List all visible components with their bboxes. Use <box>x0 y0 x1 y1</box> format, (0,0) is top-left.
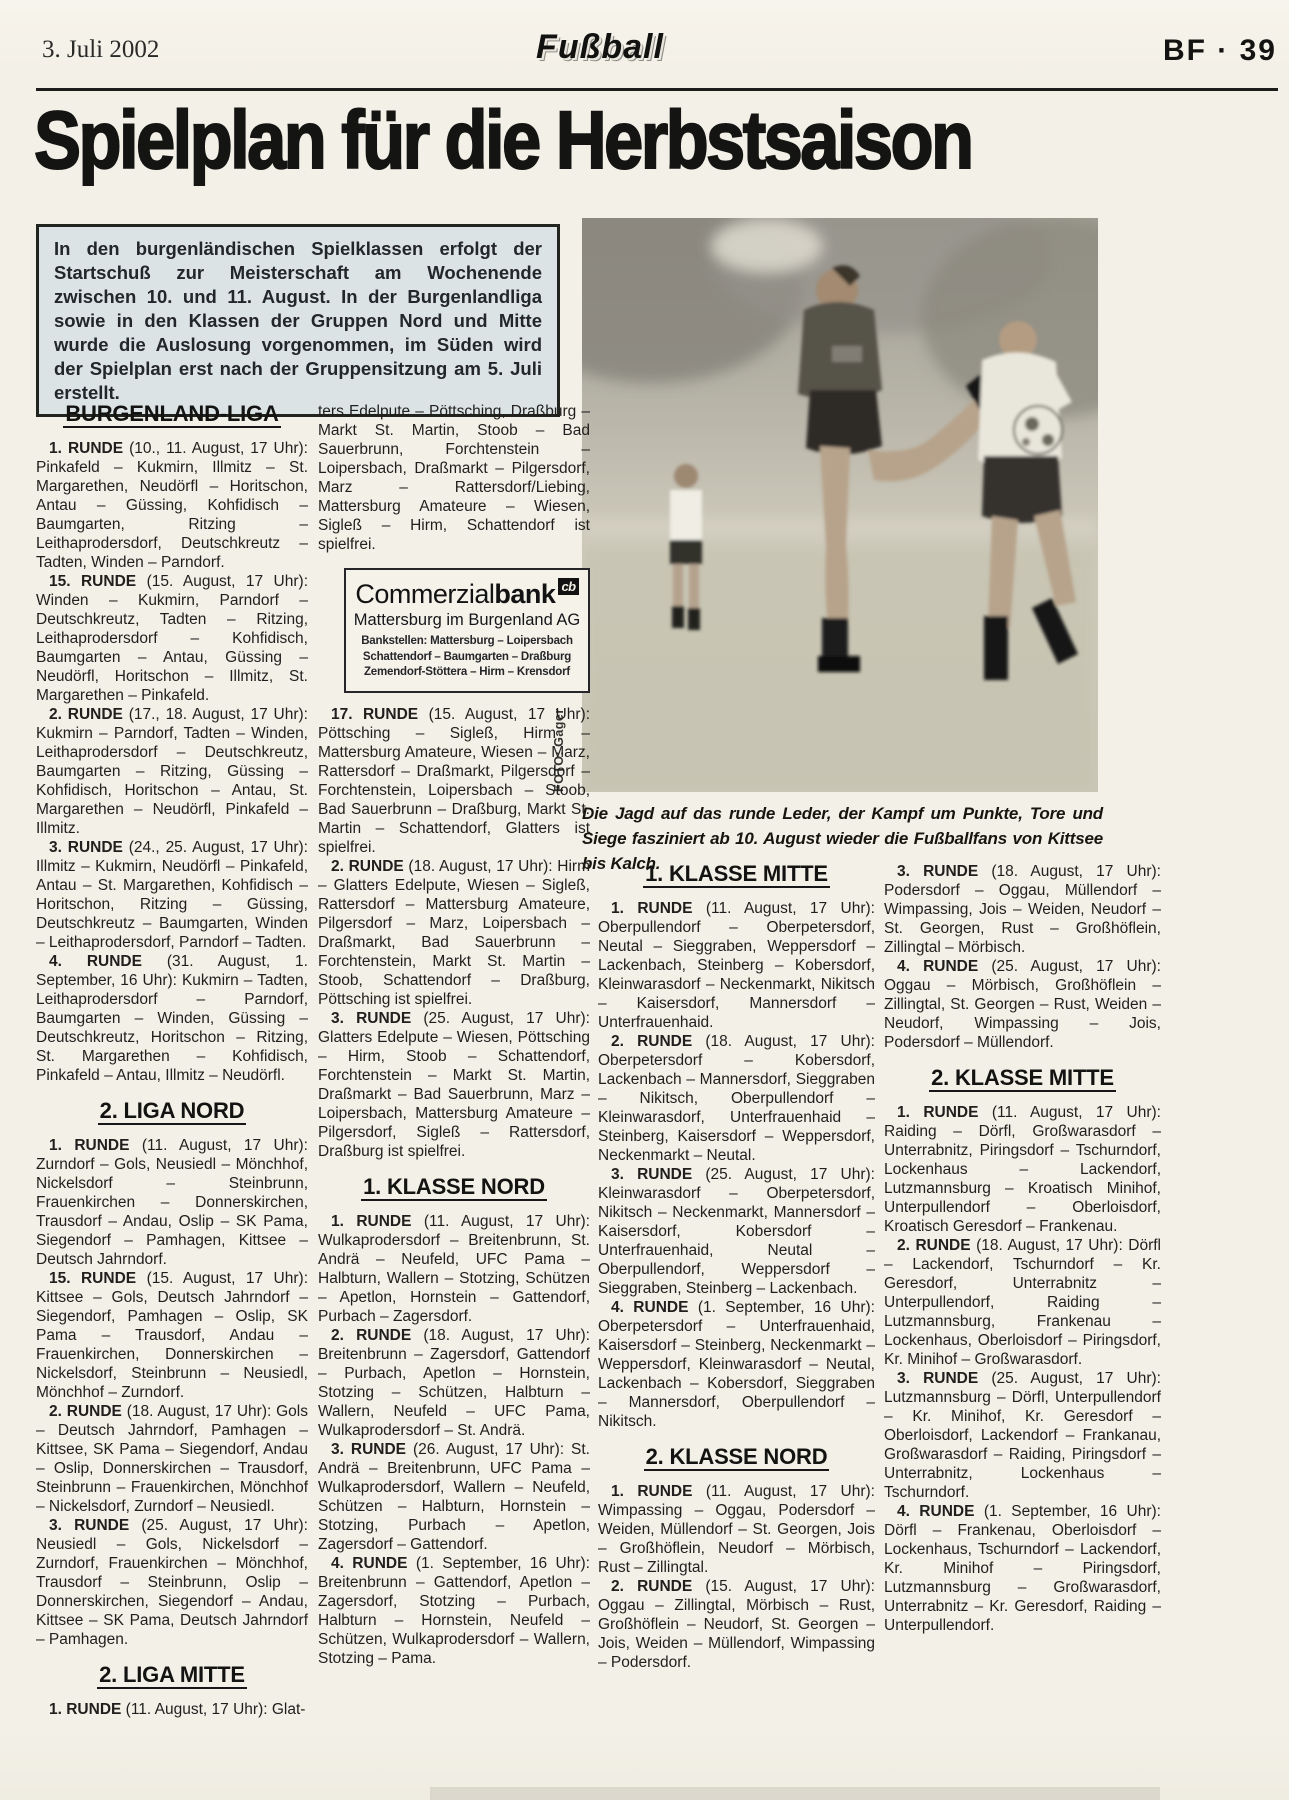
round-paragraph <box>884 1103 1161 1236</box>
round-text: (25. August, 17 Uhr): Glatters Edelpute – Wiesen, Pöttsching – Hirm, Stoob – Schattendorf, Forchtenstein – Markt St. Martin, Draßmarkt – Bad Sauerbrunn, Marz – Loipersbach, Mattersburg Amateure – Pilgersdorf, Sigleß – Rattersdorf, Draßburg ist spielfrei. <box>318 1009 590 1160</box>
round-text: (25. August, 17 Uhr): Kleinwarasdorf – Oberpetersdorf, Nikitsch – Neckenmarkt, Mannersdorf – Kaisersdorf, Kobersdorf – Unterfrauenhaid, Neutal – Oberpullendorf, Weppersdorf – Sieggraben, Steinberg – Lackenbach. <box>598 1166 875 1297</box>
commerzialbank-ad <box>344 568 590 693</box>
round-text: (31. August, 1. September, 16 Uhr): Kukmirn – Tadten, Leithaprodersdorf – Parndorf, Baumgarten – Winden, Güssing – Deutschkreutz, Horitschon – Ritzing, St. Margarethen – Kohfidisch, Pinkafeld – Antau, Illmitz – Neudörfl. <box>36 953 308 1084</box>
round-label: 4. RUNDE <box>897 1503 975 1520</box>
round-text: (24., 25. August, 17 Uhr): Illmitz – Kukmirn, Neudörfl – Pinkafeld, Antau – St. Margarethen, Kohfidisch – Horitschon, Ritzing – Güssing, Deutschkreutz – Baumgarten, Winden – Leithaprodersdorf, Parndorf – Tadten. <box>36 839 308 951</box>
section-heading <box>36 401 308 428</box>
round-label: 2. RUNDE <box>331 1326 412 1344</box>
round-paragraph <box>318 1212 590 1326</box>
section-heading-label: 2. KLASSE MITTE <box>931 1065 1114 1090</box>
round-text: (18. August, 17 Uhr): Podersdorf – Oggau, Müllendorf – Wimpassing, Jois – Weiden, Neudorf – St. Georgen, Rust – Großhöflein, Zillingtal – Mörbisch. <box>884 863 1161 956</box>
round-paragraph <box>884 1502 1161 1635</box>
round-label: 1. RUNDE <box>49 440 124 457</box>
round-paragraph <box>36 1136 308 1269</box>
intro-box: In den burgenländischen Spielklassen erfolgt der Startschuß zur Meisterschaft am Wochenende zwischen 10. und 11. August. In der Burgenlandliga sowie in den Klassen der Gruppen Nord und Mitte wurde die Auslosung vorgenommen, im Süden wird der Spielplan erst nach der Gruppensitzung am 5. Juli erstellt. <box>36 224 560 417</box>
round-label: 3. RUNDE <box>331 1440 407 1458</box>
round-paragraph <box>318 857 590 1009</box>
round-text: (18. August, 17 Uhr): Breitenbrunn – Zagersdorf, Gattendorf – Purbach, Apetlon – Hornstein, Stotzing – Schützen, Halbturn – Wallern, Neufeld – UFC Pama, Wulkaprodersdorf – St. Andrä. <box>318 1326 590 1439</box>
round-paragraph <box>36 572 308 705</box>
section-heading <box>36 1098 308 1125</box>
round-text: (11. August, 17 Uhr): Wulkaprodersdorf – Breitenbrunn, St. Andrä – Neufeld, UFC Pama – Halbturn, Wallern – Stotzing, Schützen – Apetlon, Hornstein – Gattendorf, Purbach – Zagersdorf. <box>318 1212 590 1325</box>
photo-caption: Die Jagd auf das runde Leder, der Kampf um Punkte, Tore und Siege fasziniert ab 10. August wieder die Fußballfans von Kittsee bis Kalch. <box>582 804 1103 873</box>
round-paragraph <box>598 1165 875 1298</box>
section-logo-fussball: Fußball <box>536 28 664 66</box>
round-text: ters Edelpute – Pöttsching, Draßburg – Markt St. Martin, Stoob – Bad Sauerbrunn, Forchtenstein – Loipersbach, Draßmarkt – Pilgersdorf, Marz – Rattersdorf/Liebing, Mattersburg Amateure – Wiesen, Sigleß – Hirm, Schattendorf ist spielfrei. <box>318 403 590 553</box>
round-text: (11. August, 17 Uhr): Wimpassing – Oggau, Podersdorf – Weiden, Müllendorf – St. Georgen, Jois – Großhöflein, Neudorf – Mörbisch, Rust – Zillingtal. <box>598 1483 875 1576</box>
round-label: 3. RUNDE <box>49 1517 130 1534</box>
section-heading-label: 2. KLASSE NORD <box>645 1444 828 1469</box>
round-paragraph <box>598 899 875 1032</box>
section-heading-label: 2. LIGA NORD <box>99 1098 245 1123</box>
section-heading-label: 2. LIGA MITTE <box>99 1662 245 1687</box>
round-paragraph <box>36 838 308 952</box>
round-text: (11. August, 17 Uhr): Raiding – Dörfl, Großwarasdorf – Unterrabnitz, Piringsdorf – Tschurndorf, Lockenhaus – Lackendorf, Lutzmannsburg – Kroatisch Minihof, Unterpullendorf – Oberloisdorf, Kroatisch Geresdorf – Frankenau. <box>884 1104 1161 1235</box>
text-column-4 <box>884 862 1161 1635</box>
round-label: 15. RUNDE <box>49 1270 137 1287</box>
round-paragraph <box>36 705 308 838</box>
main-headline: Spielplan für die Herbstsaison <box>34 95 972 186</box>
text-column-1 <box>36 402 308 1719</box>
match-photo-image <box>582 218 1098 792</box>
round-text: (18. August, 17 Uhr): Dörfl – Lackendorf, Tschurndorf – Kr. Geresdorf, Unterrabnitz – Unterpullendorf, Raiding – Lutzmannsburg, Frankenau – Lockenhaus, Oberloisdorf – Piringsdorf, Kr. Minihof – Großwarasdorf. <box>884 1237 1161 1368</box>
ad-branch-line: Bankstellen: Mattersburg – Loipersbach <box>361 635 573 647</box>
header-rule <box>36 88 1278 91</box>
round-text: (1. September, 16 Uhr): Breitenbrunn – Gattendorf, Apetlon – Zagersdorf, Stotzing – Purbach, Halbturn – Hornstein, Neufeld – Schützen, Wulkaprodersdorf – Wallern, Stotzing – Pama. <box>318 1554 590 1667</box>
round-label: 1. RUNDE <box>49 1137 130 1154</box>
match-photo <box>582 218 1098 792</box>
round-label: 2. RUNDE <box>49 706 123 723</box>
round-text: (18. August, 17 Uhr): Oberpetersdorf – Kobersdorf, Lackenbach – Mannersdorf, Sieggraben – Nikitsch, Oberpullendorf – Kleinwarasdorf, Unterfrauenhaid – Steinberg, Kaisersdorf – Weppersdorf, Neckenmarkt – Neutal. <box>598 1033 875 1164</box>
round-paragraph <box>598 1032 875 1165</box>
round-text: (25. August, 17 Uhr): Neusiedl – Gols, Nickelsdorf – Zurndorf, Frauenkirchen – Mönchhof, Trausdorf – Steinbrunn, Oslip – Donnerskirchen, Siegendorf – Andau, Kittsee – SK Pama, Deutsch Jahrndorf – Pamhagen. <box>36 1517 308 1648</box>
section-heading <box>598 1444 875 1471</box>
round-paragraph <box>884 1369 1161 1502</box>
round-paragraph <box>318 1440 590 1554</box>
text-column-3 <box>598 862 875 1672</box>
ad-branch-line: Schattendorf – Baumgarten – Draßburg <box>362 650 572 663</box>
round-label: 2. RUNDE <box>897 1237 971 1254</box>
round-paragraph <box>36 1402 308 1516</box>
ad-brand-light: Commerzial <box>355 579 495 609</box>
section-heading <box>884 1065 1161 1092</box>
round-paragraph <box>36 952 308 1085</box>
cb-logo-icon: cb <box>558 578 578 595</box>
scan-artifact <box>430 1787 1160 1800</box>
round-label: 3. RUNDE <box>611 1166 693 1183</box>
round-text: (15. August, 17 Uhr): Pöttsching – Sigleß, Hirm – Mattersburg Amateure, Wiesen – Marz, Rattersdorf – Draßmarkt, Pilgersdorf – Forchtenstein, Loipersbach – Stoob, Bad Sauerbrunn – Draßburg, Markt St. Martin – Schattendorf, Glatters ist spielfrei. <box>318 705 590 856</box>
round-label: 1. RUNDE <box>611 1483 693 1500</box>
round-paragraph <box>36 1269 308 1402</box>
round-paragraph <box>884 862 1161 957</box>
round-text: (17., 18. August, 17 Uhr): Kukmirn – Parndorf, Tadten – Winden, Leithaprodersdorf – Deutschkreutz, Baumgarten – Ritzing, Güssing – Kohfidisch, Horitschon – Antau, St. Margarethen – Neudörfl, Pinkafeld – Illmitz. <box>36 706 308 837</box>
ad-subtitle: Mattersburg im Burgenland AG <box>353 611 581 629</box>
round-label: 1. RUNDE <box>331 1212 412 1230</box>
round-text: (18. August, 17 Uhr): Gols – Deutsch Jahrndorf, Pamhagen – Kittsee, SK Pama – Siegendorf, Andau – Oslip, Donnerskirchen – Trausdorf, Steinbrunn – Frauenkirchen, Mönchhof – Nickelsdorf, Zurndorf – Neusiedl. <box>36 1403 308 1515</box>
section-heading <box>36 1662 308 1689</box>
round-label: 1. RUNDE <box>611 900 693 917</box>
round-text: (15. August, 17 Uhr): Oggau – Zillingtal, Mörbisch – Rust, Großhöflein – Neudorf, St. Georgen – Jois, Weiden – Müllendorf, Wimpassing – Podersdorf. <box>598 1578 875 1671</box>
round-paragraph <box>318 1009 590 1161</box>
round-paragraph <box>36 1516 308 1649</box>
round-text: (11. August, 17 Uhr): Zurndorf – Gols, Neusiedl – Mönchhof, Nickelsdorf – Steinbrunn, Frauenkirchen – Donnerskirchen, Trausdorf – Andau, Oslip – SK Pama, Siegendorf – Pamhagen, Kittsee – Deutsch Jahrndorf. <box>36 1137 308 1268</box>
round-text: (25. August, 17 Uhr): Oggau – Mörbisch, Großhöflein – Zillingtal, St. Georgen – Rust, Weiden – Neudorf, Wimpassing – Jois, Podersdorf – Müllendorf. <box>884 958 1161 1051</box>
page-number: BF · 39 <box>1162 34 1277 67</box>
round-paragraph <box>884 1236 1161 1369</box>
section-heading <box>318 1173 590 1201</box>
round-paragraph <box>36 439 308 572</box>
round-text: (15. August, 17 Uhr): Winden – Kukmirn, Parndorf – Deutschkreutz, Tadten – Ritzing, Leithaprodersdorf – Kohfidisch, Baumgarten – Antau, Güssing – Neudörfl, Horitschon – Illmitz, St. Margarethen – Pinkafeld. <box>36 573 308 704</box>
round-paragraph <box>36 1700 308 1719</box>
round-text: (26. August, 17 Uhr): St. Andrä – Breitenbrunn, UFC Pama – Wulkaprodersdorf, Wallern – Neufeld, Schützen – Halbturn, Hornstein – Stotzing, Purbach – Apetlon, Zagersdorf – Gattendorf. <box>318 1440 590 1553</box>
round-label: 17. RUNDE <box>331 705 419 723</box>
continued-text <box>318 402 590 554</box>
round-text: (1. September, 16 Uhr): Oberpetersdorf – Unterfrauenhaid, Kaisersdorf – Steinberg, Neckenmarkt – Weppersdorf, Kleinwarasdorf – Neutal, Lackenbach – Kobersdorf, Sieggraben – Mannersdorf, Oberpullendorf – Nikitsch. <box>598 1299 875 1430</box>
section-heading-label: 1. KLASSE NORD <box>363 1173 545 1199</box>
text-column-2 <box>318 402 590 1668</box>
round-label: 4. RUNDE <box>611 1299 689 1316</box>
section-heading-label: BURGENLAND-LIGA <box>65 401 279 426</box>
round-text: (25. August, 17 Uhr): Lutzmannsburg – Dörfl, Unterpullendorf – Kr. Minihof, Kr. Geresdorf – Oberloisdorf, Lackendorf – Frankanau, Großwarasdorf – Raiding, Piringsdorf – Unterrabnitz, Lockenhaus – Tschurndorf. <box>884 1370 1161 1501</box>
round-paragraph <box>598 1482 875 1577</box>
round-label: 2. RUNDE <box>611 1033 693 1050</box>
round-label: 2. RUNDE <box>331 857 404 875</box>
section-heading <box>598 861 875 888</box>
ad-brand-bold: bank <box>494 579 556 609</box>
photo-credit: FOTO: Gager <box>552 708 566 792</box>
round-paragraph <box>884 957 1161 1052</box>
round-label: 4. RUNDE <box>331 1554 408 1572</box>
round-label: 4. RUNDE <box>49 953 142 970</box>
round-label: 1. RUNDE <box>897 1104 979 1121</box>
round-label: 4. RUNDE <box>897 958 979 975</box>
round-text: (1. September, 16 Uhr): Dörfl – Frankenau, Oberloisdorf – Lockenhaus, Tschurndorf – Lackendorf, Kr. Minihof – Piringsdorf, Lutzmannsburg – Großwarasdorf, Unterrabnitz – Kr. Geresdorf, Raiding – Unterpullendorf. <box>884 1503 1161 1634</box>
round-paragraph <box>318 705 590 857</box>
round-text: (10., 11. August, 17 Uhr): Pinkafeld – Kukmirn, Illmitz – St. Margarethen, Neudörfl – Horitschon, Antau – Güssing, Kohfidisch – Baumgarten, Ritzing – Leithaprodersdorf, Deutschkreutz – Tadten, Winden – Parndorf. <box>36 440 308 571</box>
round-text: (18. August, 17 Uhr): Hirm – Glatters Edelpute, Wiesen – Sigleß, Rattersdorf – Mattersburg Amateure, Pilgersdorf – Marz, Loipersbach – Draßmarkt, Bad Sauerbrunn – Forchtenstein, Markt St. Martin – Stoob, Schattendorf – Draßburg, Pöttsching ist spielfrei. <box>318 857 590 1008</box>
round-label: 3. RUNDE <box>331 1009 412 1027</box>
issue-date: 3. Juli 2002 <box>42 36 160 63</box>
round-label: 2. RUNDE <box>49 1403 122 1420</box>
round-label: 2. RUNDE <box>611 1578 693 1595</box>
section-heading-label: 1. KLASSE MITTE <box>645 861 828 886</box>
ad-branch-line: Zemendorf-Stöttera – Hirm – Krensdorf <box>363 666 571 678</box>
round-text: (11. August, 17 Uhr): Oberpullendorf – Oberpetersdorf, Neutal – Sieggraben, Weppersdorf – Lackenbach, Steinberg – Kobersdorf, Kleinwarasdorf – Neckenmarkt, Nikitsch – Kaisersdorf, Mannersdorf – Unterfrauenhaid. <box>598 900 875 1031</box>
round-text: (11. August, 17 Uhr): Glat- <box>125 1701 306 1718</box>
ad-brand <box>352 579 582 609</box>
round-label: 15. RUNDE <box>49 573 137 590</box>
round-paragraph <box>318 1326 590 1440</box>
round-label: 3. RUNDE <box>897 1370 979 1387</box>
round-label: 1. RUNDE <box>49 1701 122 1718</box>
round-label: 3. RUNDE <box>49 839 123 856</box>
round-label: 3. RUNDE <box>897 863 979 880</box>
round-text: (15. August, 17 Uhr): Kittsee – Gols, Deutsch Jahrndorf – Siegendorf, Pamhagen – Oslip, SK Pama – Trausdorf, Andau – Frauenkirchen, Donnerskirchen – Nickelsdorf, Steinbrunn – Neusiedl, Mönchhof – Zurndorf. <box>36 1270 308 1401</box>
round-paragraph <box>598 1577 875 1672</box>
round-paragraph <box>318 1554 590 1668</box>
round-paragraph <box>598 1298 875 1431</box>
